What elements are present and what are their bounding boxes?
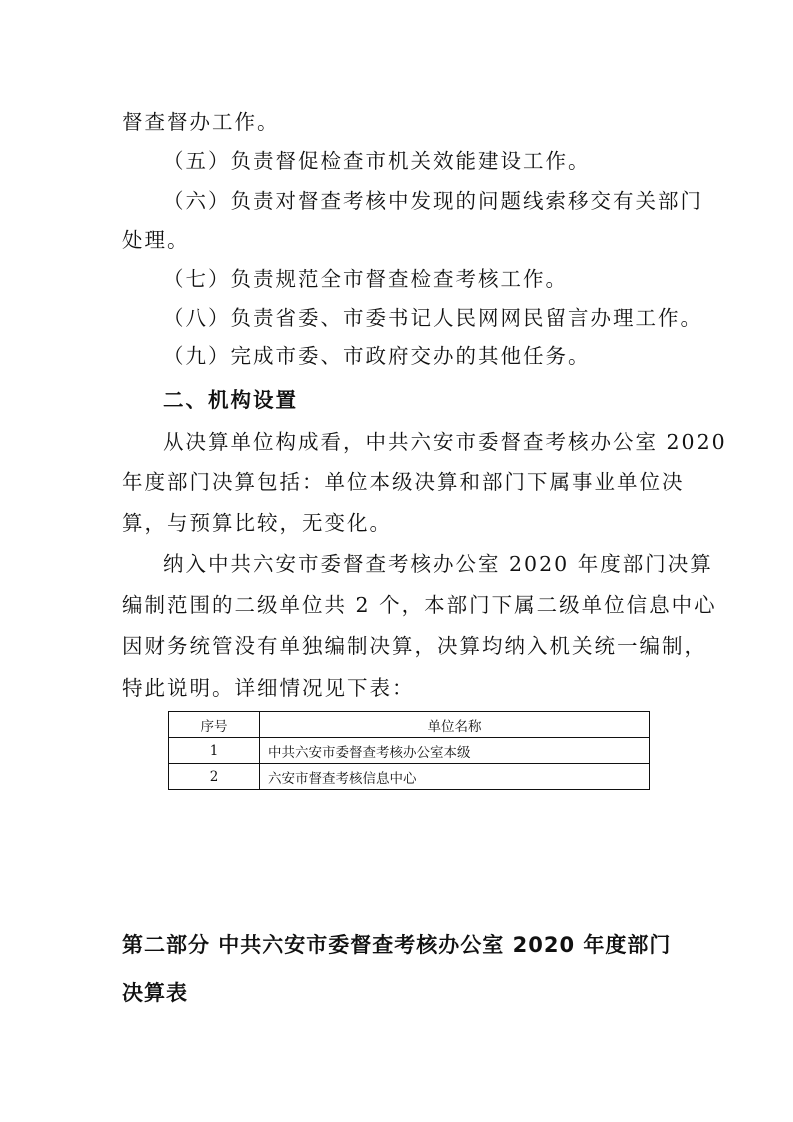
duty-item-6: （六）负责对督查考核中发现的问题线索移交有关部门 — [163, 189, 703, 213]
paragraph-line: 督查督办工作。 — [122, 110, 280, 134]
paragraph-line: 编制范围的二级单位共 2 个，本部门下属二级单位信息中心 — [122, 593, 717, 617]
part-two-heading: 第二部分 中共六安市委督查考核办公室 2020 年度部门决算表 — [122, 933, 672, 1005]
paragraph-line: 特此说明。详细情况见下表： — [122, 676, 415, 700]
paragraph-line: 算，与预算比较，无变化。 — [122, 511, 392, 535]
cell-index: 1 — [169, 738, 260, 764]
duty-item-7: （七）负责规范全市督查检查考核工作。 — [163, 267, 568, 291]
table-row — [169, 738, 650, 764]
cell-index: 2 — [169, 764, 260, 790]
units-table — [168, 711, 650, 790]
duty-item-9: （九）完成市委、市政府交办的其他任务。 — [163, 344, 591, 368]
paragraph-line: 从决算单位构成看，中共六安市委督查考核办公室 2020 — [163, 430, 727, 454]
cell-unit-name: 六安市督查考核信息中心 — [260, 764, 650, 790]
column-header-unit-name: 单位名称 — [260, 712, 650, 738]
duty-item-8: （八）负责省委、市委书记人民网网民留言办理工作。 — [163, 306, 703, 330]
paragraph-line: 纳入中共六安市委督查考核办公室 2020 年度部门决算 — [163, 552, 713, 576]
duty-item-6-continued: 处理。 — [122, 228, 190, 252]
cell-unit-name: 中共六安市委督查考核办公室本级 — [260, 738, 650, 764]
duty-item-5: （五）负责督促检查市机关效能建设工作。 — [163, 149, 591, 173]
paragraph-line: 因财务统管没有单独编制决算，决算均纳入机关统一编制， — [122, 634, 707, 658]
column-header-index: 序号 — [169, 712, 260, 738]
table-header-row — [169, 712, 650, 738]
table-row — [169, 764, 650, 790]
section-heading: 二、机构设置 — [163, 388, 298, 412]
paragraph-line: 年度部门决算包括：单位本级决算和部门下属事业单位决 — [122, 470, 685, 494]
